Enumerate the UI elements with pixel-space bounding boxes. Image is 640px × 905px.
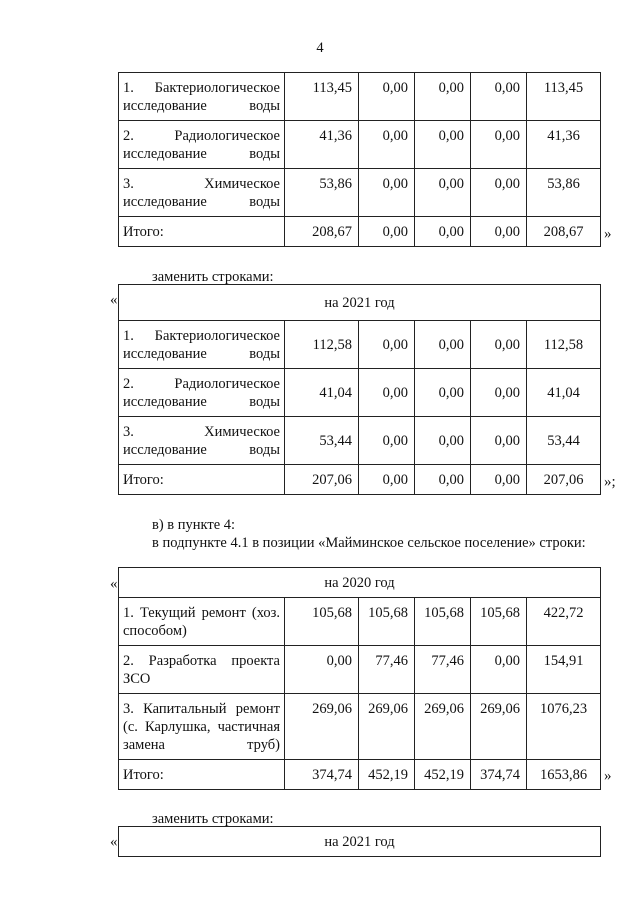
table-header-row bbox=[119, 827, 601, 857]
cell-value: 113,45 bbox=[285, 73, 359, 121]
cell-value: 269,06 bbox=[415, 694, 471, 760]
row-name: 1. Бактериологическое исследование воды bbox=[119, 73, 285, 121]
cell-value: 53,44 bbox=[285, 417, 359, 465]
cell-value: 0,00 bbox=[359, 121, 415, 169]
row-name: 2. Радиологическое исследование воды bbox=[119, 121, 285, 169]
cell-value: 0,00 bbox=[471, 465, 527, 495]
cell-value: 0,00 bbox=[415, 321, 471, 369]
table-row bbox=[119, 646, 601, 694]
cell-value: 0,00 bbox=[415, 465, 471, 495]
cell-value: 0,00 bbox=[415, 121, 471, 169]
table-row bbox=[119, 169, 601, 217]
table-row bbox=[119, 417, 601, 465]
cell-value: 452,19 bbox=[359, 760, 415, 790]
cell-total: 207,06 bbox=[527, 465, 601, 495]
row-name: 2. Радиологическое исследование воды bbox=[119, 369, 285, 417]
cell-total: 41,04 bbox=[527, 369, 601, 417]
cell-value: 0,00 bbox=[359, 217, 415, 247]
total-label: Итого: bbox=[119, 465, 285, 495]
table-header-row bbox=[119, 285, 601, 321]
cell-value: 77,46 bbox=[415, 646, 471, 694]
cell-total: 113,45 bbox=[527, 73, 601, 121]
table-row bbox=[119, 121, 601, 169]
item-v: в) в пункте 4: bbox=[152, 517, 236, 533]
cell-total: 422,72 bbox=[527, 598, 601, 646]
cell-value: 112,58 bbox=[285, 321, 359, 369]
closing-quote: » bbox=[604, 226, 612, 242]
replace-instruction: заменить строками: bbox=[152, 269, 274, 285]
table-row bbox=[119, 598, 601, 646]
cell-value: 0,00 bbox=[359, 369, 415, 417]
cell-total: 53,44 bbox=[527, 417, 601, 465]
total-label: Итого: bbox=[119, 217, 285, 247]
cell-value: 0,00 bbox=[471, 121, 527, 169]
cell-value: 269,06 bbox=[471, 694, 527, 760]
table-water-analysis-old bbox=[118, 72, 601, 247]
cell-total: 112,58 bbox=[527, 321, 601, 369]
cell-value: 105,68 bbox=[415, 598, 471, 646]
cell-total: 208,67 bbox=[527, 217, 601, 247]
cell-value: 0,00 bbox=[415, 369, 471, 417]
table-total-row bbox=[119, 465, 601, 495]
subitem-text: в подпункте 4.1 в позиции «Майминское сельское поселение» строки: bbox=[152, 535, 586, 551]
table-repair-2021 bbox=[118, 826, 601, 857]
cell-value: 0,00 bbox=[359, 169, 415, 217]
table-row bbox=[119, 369, 601, 417]
row-name: 1. Текущий ремонт (хоз. способом) bbox=[119, 598, 285, 646]
table-row bbox=[119, 73, 601, 121]
cell-total: 1653,86 bbox=[527, 760, 601, 790]
year-header: на 2020 год bbox=[119, 568, 601, 598]
cell-value: 0,00 bbox=[359, 465, 415, 495]
cell-value: 53,86 bbox=[285, 169, 359, 217]
cell-value: 374,74 bbox=[471, 760, 527, 790]
cell-value: 0,00 bbox=[471, 73, 527, 121]
cell-value: 41,04 bbox=[285, 369, 359, 417]
cell-value: 269,06 bbox=[359, 694, 415, 760]
table-header-row bbox=[119, 568, 601, 598]
page-number: 4 bbox=[316, 40, 324, 56]
cell-value: 0,00 bbox=[415, 217, 471, 247]
opening-quote: « bbox=[110, 834, 118, 850]
year-header: на 2021 год bbox=[119, 827, 601, 857]
cell-value: 0,00 bbox=[415, 169, 471, 217]
cell-value: 269,06 bbox=[285, 694, 359, 760]
row-name: 2. Разработка проекта ЗСО bbox=[119, 646, 285, 694]
cell-value: 105,68 bbox=[471, 598, 527, 646]
cell-value: 0,00 bbox=[359, 321, 415, 369]
cell-value: 0,00 bbox=[471, 169, 527, 217]
cell-value: 374,74 bbox=[285, 760, 359, 790]
table-row bbox=[119, 694, 601, 760]
cell-total: 154,91 bbox=[527, 646, 601, 694]
opening-quote: « bbox=[110, 292, 118, 308]
cell-value: 0,00 bbox=[415, 73, 471, 121]
total-label: Итого: bbox=[119, 760, 285, 790]
cell-value: 105,68 bbox=[359, 598, 415, 646]
row-name: 3. Капитальный ремонт (с. Карлушка, частичная замена труб) bbox=[119, 694, 285, 760]
replace-instruction: заменить строками: bbox=[152, 811, 274, 827]
row-name: 1. Бактериологическое исследование воды bbox=[119, 321, 285, 369]
cell-total: 53,86 bbox=[527, 169, 601, 217]
cell-value: 0,00 bbox=[471, 417, 527, 465]
cell-value: 0,00 bbox=[415, 417, 471, 465]
cell-value: 0,00 bbox=[359, 73, 415, 121]
row-name: 3. Химическое исследование воды bbox=[119, 169, 285, 217]
cell-total: 1076,23 bbox=[527, 694, 601, 760]
cell-value: 208,67 bbox=[285, 217, 359, 247]
cell-value: 0,00 bbox=[471, 646, 527, 694]
cell-value: 0,00 bbox=[359, 417, 415, 465]
row-name: 3. Химическое исследование воды bbox=[119, 417, 285, 465]
cell-value: 0,00 bbox=[285, 646, 359, 694]
table-total-row bbox=[119, 217, 601, 247]
table-repair-2020 bbox=[118, 567, 601, 790]
cell-value: 0,00 bbox=[471, 321, 527, 369]
cell-value: 105,68 bbox=[285, 598, 359, 646]
closing-quote: » bbox=[604, 768, 612, 784]
cell-value: 77,46 bbox=[359, 646, 415, 694]
year-header: на 2021 год bbox=[119, 285, 601, 321]
table-row bbox=[119, 321, 601, 369]
opening-quote: « bbox=[110, 576, 118, 592]
table-water-analysis-2021 bbox=[118, 284, 601, 495]
cell-total: 41,36 bbox=[527, 121, 601, 169]
cell-value: 41,36 bbox=[285, 121, 359, 169]
cell-value: 0,00 bbox=[471, 369, 527, 417]
cell-value: 452,19 bbox=[415, 760, 471, 790]
cell-value: 207,06 bbox=[285, 465, 359, 495]
cell-value: 0,00 bbox=[471, 217, 527, 247]
closing-quote: »; bbox=[604, 474, 616, 490]
table-total-row bbox=[119, 760, 601, 790]
